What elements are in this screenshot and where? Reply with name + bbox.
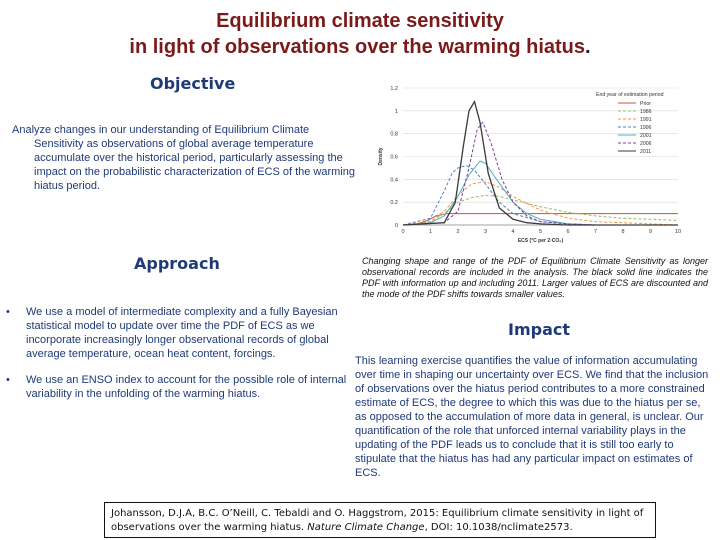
legend-label: 1986	[640, 109, 652, 115]
citation-doi: , DOI: 10.1038/nclimate2573.	[424, 522, 573, 533]
x-tick-label: 5	[538, 229, 543, 235]
legend-label: 2001	[640, 133, 652, 139]
x-tick-label: 1	[428, 229, 433, 235]
legend-label: 2011	[640, 149, 652, 155]
x-tick-label: 9	[648, 229, 653, 235]
impact-heading: Impact	[508, 320, 571, 339]
objective-text: Analyze changes in our understanding of Equilibrium Climate Sensitivity as observations of global average temperature accumulate over the historical period, particularly assessing the impact on the probabilistic characterization of ECS of the warming hiatus period.	[12, 124, 355, 192]
approach-list	[6, 305, 356, 413]
bullet-marker: •	[6, 374, 10, 386]
ecs-pdf-chart	[368, 80, 698, 250]
legend-label: 2006	[640, 141, 652, 147]
x-tick-label: 10	[674, 229, 682, 235]
poster-title	[0, 8, 720, 60]
approach-bullet-text: We use an ENSO index to account for the possible role of internal variability in the unfolding of the warming hiatus.	[26, 374, 347, 400]
y-tick-label: 0	[394, 223, 398, 229]
x-tick-label: 3	[483, 229, 488, 235]
title-line-1: Equilibrium climate sensitivity	[216, 10, 504, 32]
x-tick-label: 7	[593, 229, 598, 235]
citation-box	[104, 502, 656, 538]
x-tick-label: 2	[456, 229, 460, 235]
series-line-1986	[403, 195, 678, 225]
chart-caption: Changing shape and range of the PDF of Equilibrium Climate Sensitivity as longer observational records are included in the analysis. The black solid line indicates the PDF with information up and including 2011. Larger values of ECS are discounted and the mode of the PDF shifts towards smaller values.	[362, 256, 708, 299]
x-tick-label: 4	[511, 229, 515, 235]
title-line-2	[0, 34, 720, 60]
legend-label: Prior	[640, 101, 651, 107]
citation-authors: Johansson, D.J.A, B.C. O’Neill, C. Tebaldi and O. Haggstrom, 2015: Equilibrium climate sensitivity in light of observations over the warming hiatus.	[111, 508, 644, 533]
series-line-2001	[403, 161, 678, 225]
x-axis-label: ECS (°C per 2·CO₂)	[517, 238, 564, 244]
legend-label: 1996	[640, 125, 652, 131]
series-line-2006	[403, 122, 678, 225]
chart-svg	[368, 80, 698, 250]
impact-text: This learning exercise quantifies the value of information accumulating over time in shaping our uncertainty over ECS. We find that the inclusion of observations over the hiatus period contributes to a more constrained estimate of ECS, the degree to which this was due to the hiatus per se, as opposed to the accumulation of more data in general, is unclear. Our quantification of the role that unforced internal variability plays in the updating of the PDF leads us to conclude that it is still too early to stipulate that the hiatus has had any particular impact on estimates of ECS.	[355, 355, 709, 479]
approach-bullet-2	[6, 373, 356, 401]
approach-bullet-text: We use a model of intermediate complexity and a fully Bayesian statistical model to update over time the PDF of ECS as we incorporate increasingly longer observational records of global average temperature, ocean heat content, forcings.	[26, 306, 338, 360]
series-line-1991	[403, 182, 678, 225]
approach-bullet-1	[6, 305, 356, 361]
x-tick-label: 0	[401, 229, 405, 235]
x-tick-label: 6	[566, 229, 570, 235]
objective-heading: Objective	[150, 74, 236, 93]
y-tick-label: 1	[394, 108, 398, 115]
y-axis-label: Density	[378, 147, 384, 166]
y-tick-label: 0.4	[390, 177, 398, 184]
y-tick-label: 0.2	[390, 200, 398, 207]
legend-title: End year of estimation period	[596, 92, 664, 98]
title-period: .	[585, 36, 591, 58]
y-tick-label: 1.2	[390, 86, 398, 92]
approach-heading: Approach	[134, 254, 220, 273]
y-tick-label: 0.8	[390, 131, 398, 138]
title-line-2-text: in light of observations over the warming hiatus	[129, 36, 586, 58]
citation-journal: Nature Climate Change	[307, 522, 425, 533]
x-tick-label: 8	[621, 229, 625, 235]
y-tick-label: 0.6	[390, 154, 398, 161]
legend-label: 1991	[640, 117, 652, 123]
bullet-marker: •	[6, 306, 10, 318]
